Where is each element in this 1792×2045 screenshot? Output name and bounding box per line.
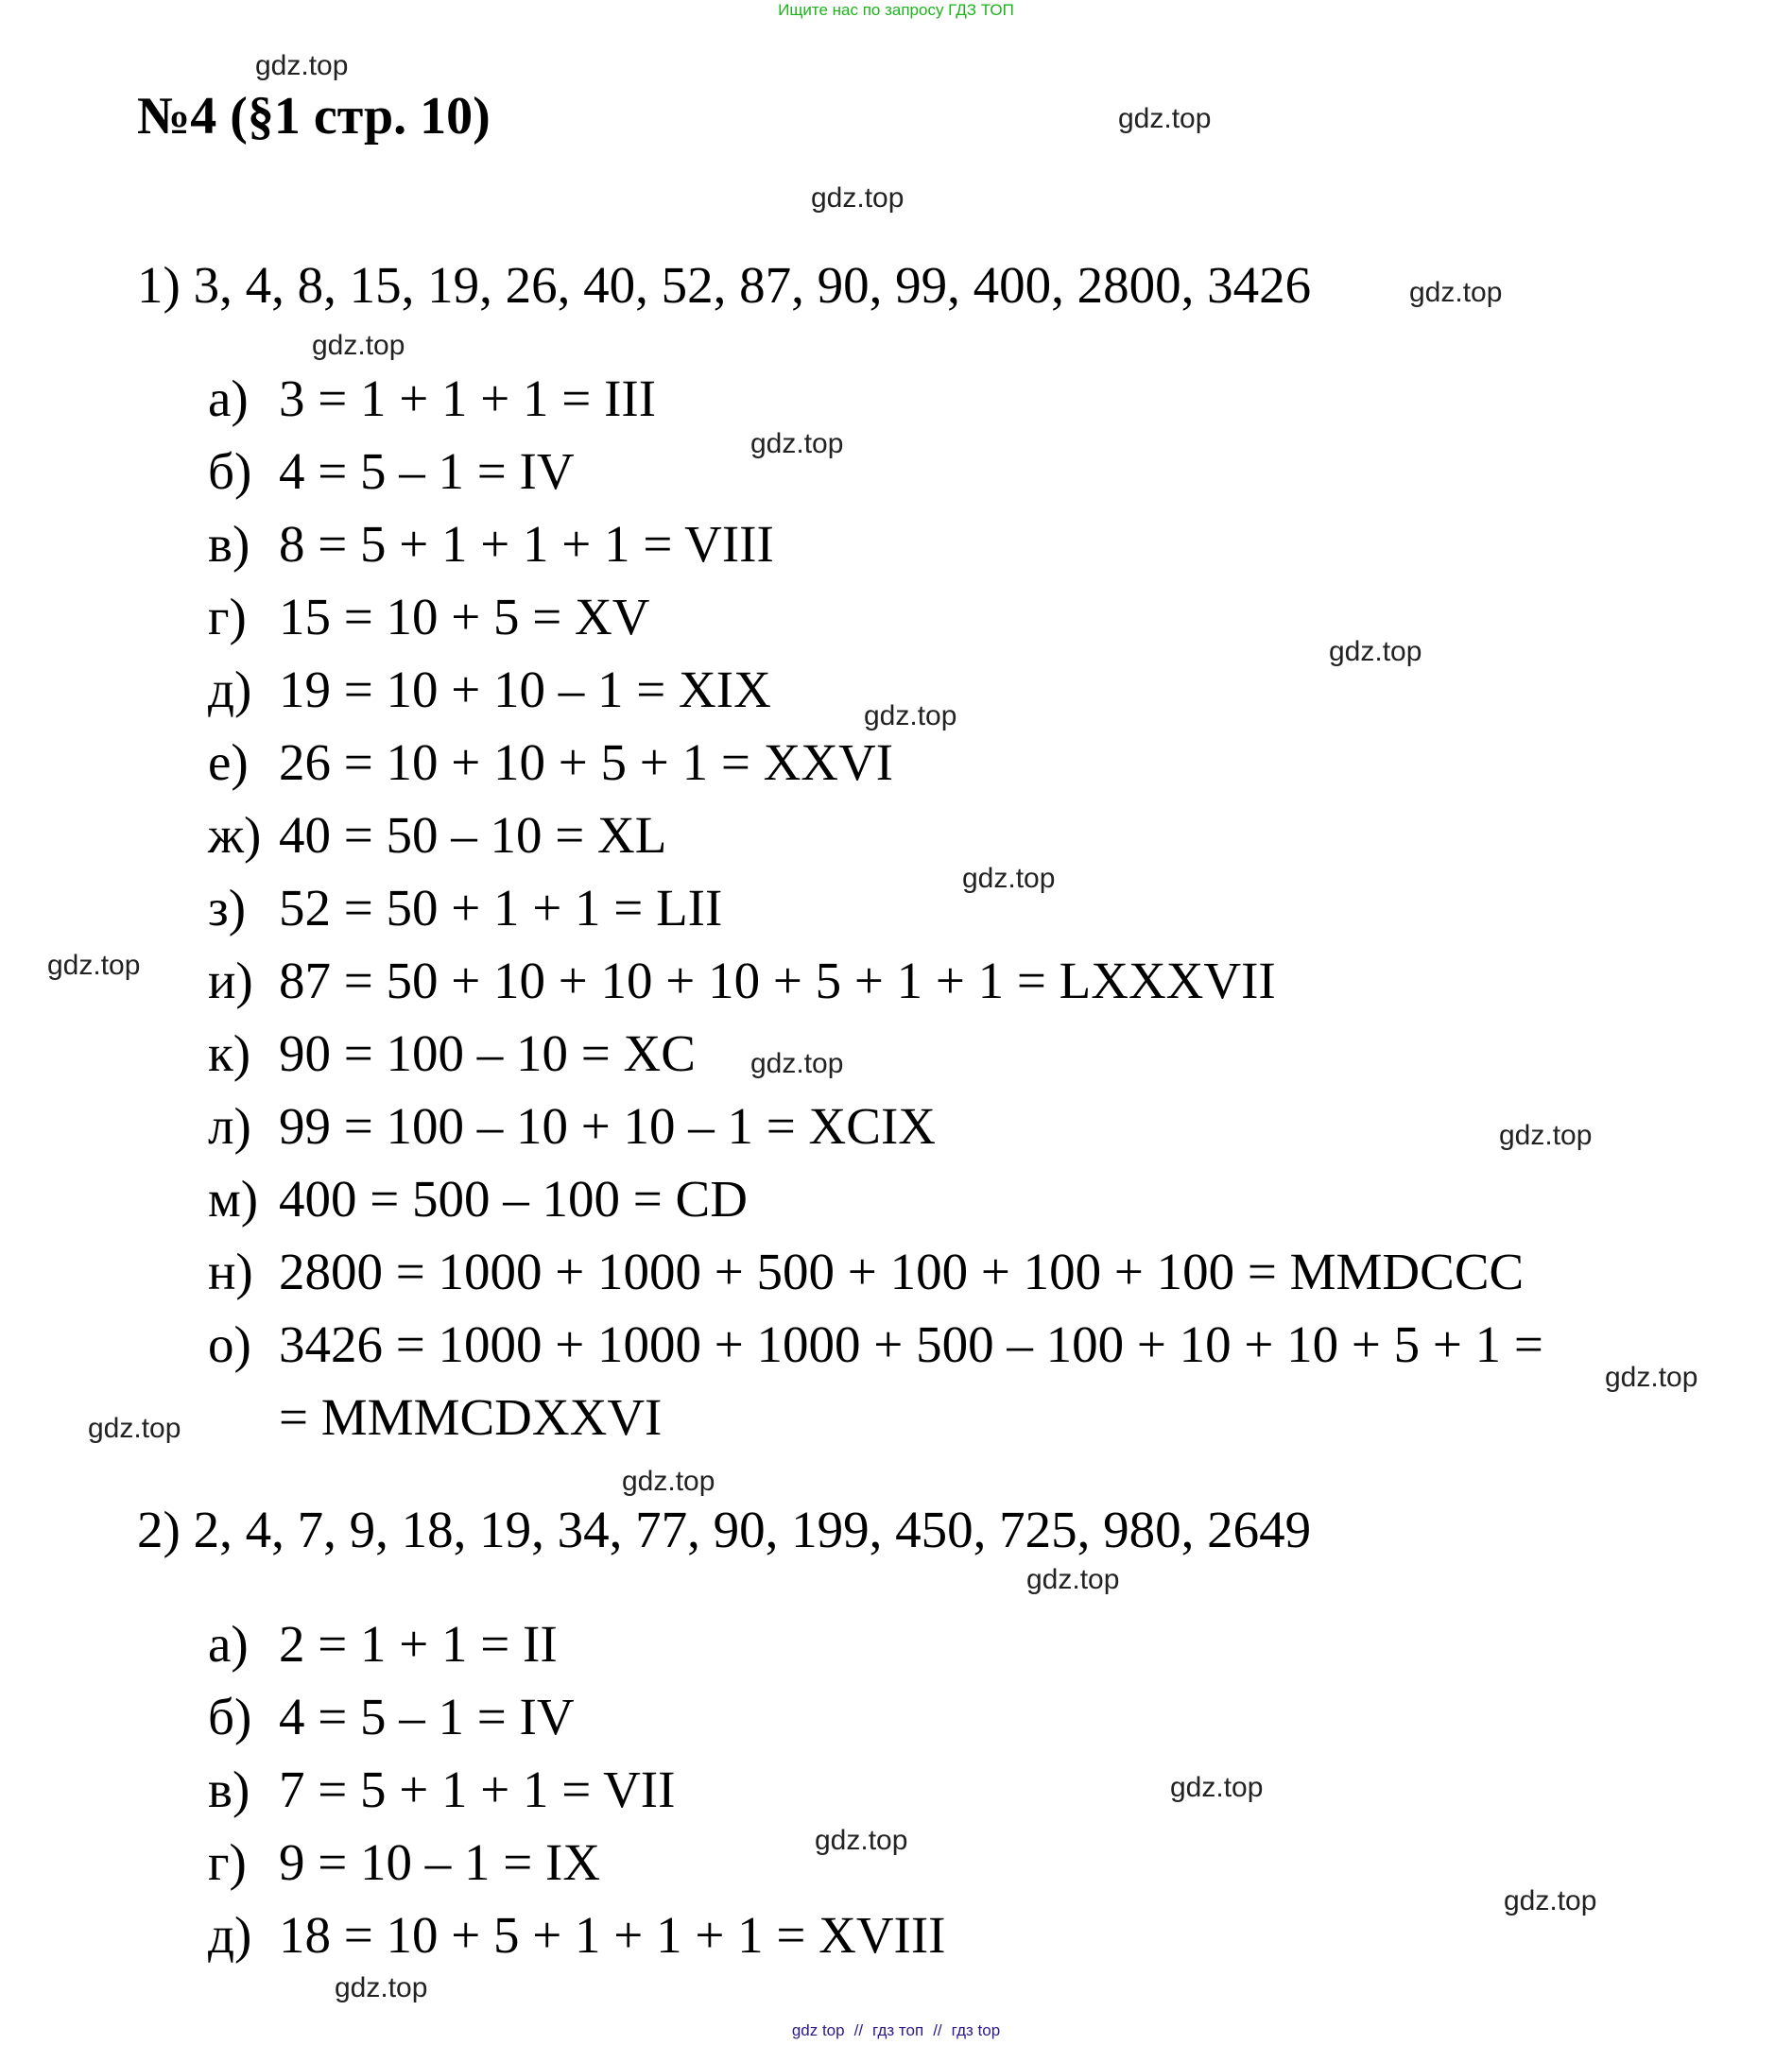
watermark: gdz.top	[47, 950, 141, 981]
item-label: д)	[208, 1906, 252, 1964]
item-label: н)	[208, 1243, 253, 1300]
item-label: о)	[208, 1315, 251, 1373]
item-equation: 26 = 10 + 10 + 5 + 1 = XXVI	[279, 733, 894, 791]
item-label: а)	[208, 1615, 249, 1673]
item-label: а)	[208, 369, 249, 427]
item-equation: 4 = 5 – 1 = IV	[279, 1688, 575, 1745]
watermark: gdz.top	[255, 50, 349, 81]
part1-heading: 1) 3, 4, 8, 15, 19, 26, 40, 52, 87, 90, 99, 400, 2800, 3426	[137, 256, 1312, 314]
watermark: gdz.top	[1605, 1362, 1698, 1393]
watermark: gdz.top	[750, 428, 844, 459]
item-equation: 9 = 10 – 1 = IX	[279, 1833, 601, 1891]
part1-item-continuation: = MMMCDXXVI	[279, 1388, 663, 1446]
page-title: №4 (§1 стр. 10)	[137, 87, 491, 146]
watermark: gdz.top	[962, 863, 1056, 894]
watermark: gdz.top	[622, 1466, 715, 1497]
item-equation: 3 = 1 + 1 + 1 = III	[279, 369, 657, 427]
footer-separator: //	[853, 2021, 864, 2039]
watermark: gdz.top	[335, 1972, 428, 2003]
item-label: г)	[208, 588, 247, 645]
item-label: е)	[208, 733, 249, 791]
watermark: gdz.top	[1504, 1885, 1597, 1916]
item-label: б)	[208, 1688, 252, 1745]
item-label: в)	[208, 1761, 250, 1818]
item-equation: 8 = 5 + 1 + 1 + 1 = VIII	[279, 515, 774, 573]
item-label: к)	[208, 1024, 251, 1082]
item-label: г)	[208, 1833, 247, 1891]
watermark: gdz.top	[88, 1413, 181, 1444]
item-label: м)	[208, 1170, 259, 1228]
item-equation: 3426 = 1000 + 1000 + 1000 + 500 – 100 + 10 + 10 + 5 + 1 =	[279, 1315, 1543, 1373]
item-equation: 18 = 10 + 5 + 1 + 1 + 1 = XVIII	[279, 1906, 946, 1964]
item-equation: 19 = 10 + 10 – 1 = XIX	[279, 661, 771, 718]
watermark: gdz.top	[750, 1048, 844, 1079]
watermark: gdz.top	[1118, 103, 1212, 134]
item-equation: 4 = 5 – 1 = IV	[279, 442, 575, 500]
item-label: и)	[208, 952, 253, 1009]
item-equation: 400 = 500 – 100 = CD	[279, 1170, 748, 1228]
item-equation: 2 = 1 + 1 = II	[279, 1615, 558, 1673]
watermark: gdz.top	[1329, 636, 1422, 667]
item-label: л)	[208, 1097, 251, 1155]
item-label: д)	[208, 661, 252, 718]
item-label: з)	[208, 879, 247, 937]
watermark: gdz.top	[1409, 277, 1503, 308]
item-equation: 52 = 50 + 1 + 1 = LII	[279, 879, 723, 937]
footer-link[interactable]: gdz top	[791, 2021, 845, 2039]
item-label: б)	[208, 442, 252, 500]
footer-separator: //	[933, 2021, 942, 2039]
watermark: gdz.top	[312, 330, 405, 361]
watermark: gdz.top	[1499, 1120, 1593, 1151]
watermark: gdz.top	[1026, 1564, 1120, 1595]
item-equation: 15 = 10 + 5 = XV	[279, 588, 650, 645]
footer	[0, 2020, 1792, 2041]
watermark: gdz.top	[1170, 1772, 1264, 1803]
item-equation: 87 = 50 + 10 + 10 + 10 + 5 + 1 + 1 = LXXXVII	[279, 952, 1276, 1009]
footer-link[interactable]: гдз топ	[872, 2021, 924, 2039]
top-banner: Ищите нас по запросу ГДЗ ТОП	[778, 1, 1014, 19]
part2-heading: 2) 2, 4, 7, 9, 18, 19, 34, 77, 90, 199, 450, 725, 980, 2649	[137, 1501, 1312, 1558]
item-label: в)	[208, 515, 250, 573]
watermark: gdz.top	[815, 1825, 908, 1856]
item-label: ж)	[208, 806, 262, 864]
item-equation: 40 = 50 – 10 = XL	[279, 806, 667, 864]
watermark: gdz.top	[864, 700, 957, 731]
item-equation: 2800 = 1000 + 1000 + 500 + 100 + 100 + 100 = MMDCCC	[279, 1243, 1525, 1300]
footer-link[interactable]: гдз top	[951, 2021, 1001, 2039]
item-equation: 99 = 100 – 10 + 10 – 1 = XCIX	[279, 1097, 936, 1155]
item-equation: 7 = 5 + 1 + 1 = VII	[279, 1761, 676, 1818]
item-equation: 90 = 100 – 10 = XC	[279, 1024, 696, 1082]
watermark: gdz.top	[811, 182, 905, 214]
